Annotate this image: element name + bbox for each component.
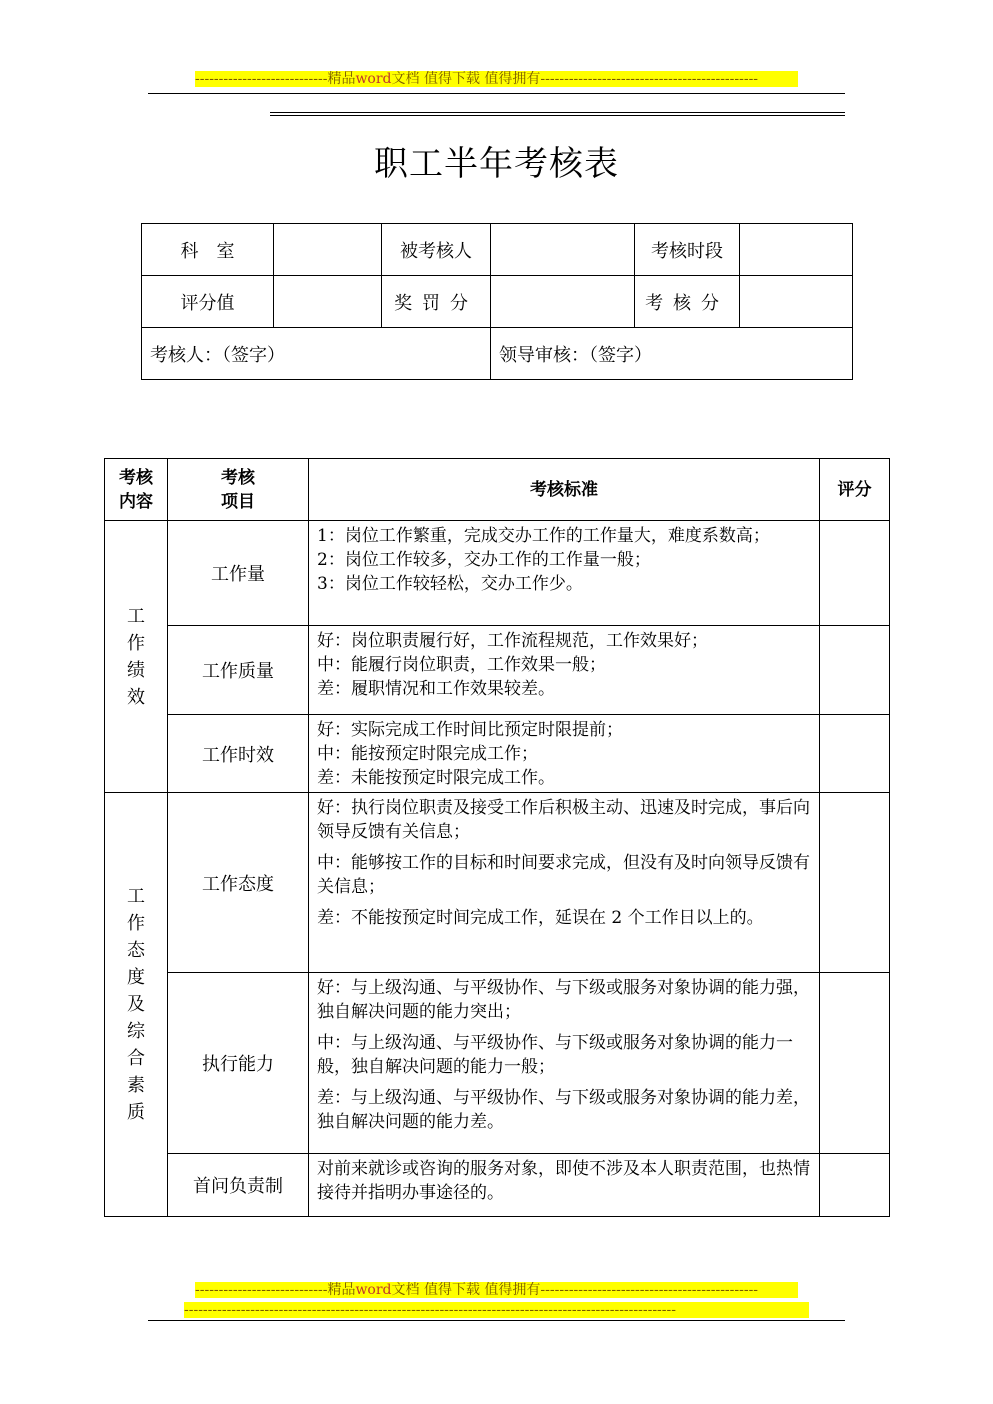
- info-table: [141, 223, 853, 380]
- standard-attitude: [309, 793, 820, 973]
- standard-line: 差：与上级沟通、与平级协作、与下级或服务对象协调的能力差，独自解决问题的能力差。: [317, 1088, 810, 1132]
- standard-line: 好：实际完成工作时间比预定时限提前；: [317, 720, 623, 740]
- score-label: 评分值: [142, 276, 274, 328]
- standard-line: 中：与上级沟通、与平级协作、与下级或服务对象协调的能力一般，独自解决问题的能力一般；: [317, 1033, 793, 1077]
- double-rule-top: [270, 112, 845, 113]
- category-char: 工: [127, 886, 145, 907]
- standard-line: 好：执行岗位职责及接受工作后积极主动、迅速及时完成，事后向领导反馈有关信息；: [317, 798, 810, 842]
- banner-suffix: 文档 值得下载 值得拥有----------------------------------------------: [391, 1282, 759, 1298]
- page-title: 职工半年考核表: [374, 144, 619, 184]
- standard-line: 1：岗位工作繁重，完成交办工作的工作量大，难度系数高；: [317, 526, 770, 546]
- category-char: 作: [127, 632, 145, 654]
- bonus-label: 奖罚分: [382, 276, 491, 328]
- header-item: [168, 459, 309, 521]
- final-label: 考核分: [635, 276, 740, 328]
- standard-line: 差：未能按预定时限完成工作。: [317, 768, 555, 788]
- category-char: 合: [127, 1048, 145, 1069]
- score-cell-first-inquiry[interactable]: [820, 1154, 890, 1217]
- item-attitude: 工作态度: [168, 793, 309, 973]
- score-cell-quality[interactable]: [820, 626, 890, 715]
- item-workload: 工作量: [168, 521, 309, 626]
- category-char: 工: [127, 605, 145, 627]
- period-value[interactable]: [740, 224, 853, 276]
- category-char: 综: [127, 1021, 145, 1042]
- assessment-table: [104, 458, 890, 1217]
- header-content: [105, 459, 168, 521]
- standard-line: 差：不能按预定时间完成工作，延误在 2 个工作日以上的。: [317, 908, 764, 928]
- standard-line: 好：岗位职责履行好，工作流程规范，工作效果好；: [317, 631, 708, 651]
- assessee-value[interactable]: [491, 224, 635, 276]
- period-label: 考核时段: [635, 224, 740, 276]
- standard-quality: [309, 626, 820, 715]
- footer-banner: [195, 1282, 798, 1298]
- footer-rule: [148, 1320, 845, 1321]
- banner-word: word: [355, 1282, 392, 1298]
- header-standard: 考核标准: [309, 459, 820, 521]
- category-char: 作: [127, 913, 145, 934]
- category-char: 度: [127, 967, 145, 988]
- standard-line: 对前来就诊或咨询的服务对象，即使不涉及本人职责范围，也热情接待并指明办事途径的。: [317, 1159, 810, 1203]
- standard-line: 2：岗位工作较多，交办工作的工作量一般；: [317, 550, 651, 570]
- category-char: 绩: [127, 659, 145, 681]
- standard-line: 中：能履行岗位职责，工作效果一般；: [317, 655, 606, 675]
- item-timeliness: 工作时效: [168, 715, 309, 793]
- header-banner: [195, 71, 798, 87]
- banner-word: word: [355, 71, 392, 87]
- footer-dash-line: --------------------------------------------------------------------------------------------------------: [184, 1302, 809, 1318]
- assessee-label: 被考核人: [382, 224, 491, 276]
- item-execution: 执行能力: [168, 973, 309, 1154]
- double-rule-bottom: [270, 115, 845, 116]
- standard-workload: [309, 521, 820, 626]
- standard-line: 差：履职情况和工作效果较差。: [317, 679, 555, 699]
- category-char: 质: [127, 1102, 145, 1123]
- score-cell-execution[interactable]: [820, 973, 890, 1154]
- header-content-line: 考核: [119, 467, 153, 488]
- leader-signature[interactable]: 领导审核：（签字）: [491, 328, 853, 380]
- header-item-line: 考核: [221, 467, 255, 488]
- header-item-line: 项目: [221, 491, 255, 512]
- dept-value[interactable]: [274, 224, 382, 276]
- final-value[interactable]: [740, 276, 853, 328]
- bonus-value[interactable]: [491, 276, 635, 328]
- item-first-inquiry: 首问负责制: [168, 1154, 309, 1217]
- dept-label: 科 室: [142, 224, 274, 276]
- standard-line: 3：岗位工作较轻松，交办工作少。: [317, 574, 583, 594]
- category-attitude-quality: [105, 793, 168, 1217]
- header-score: 评分: [820, 459, 890, 521]
- header-content-line: 内容: [119, 491, 153, 512]
- score-cell-attitude[interactable]: [820, 793, 890, 973]
- score-cell-timeliness[interactable]: [820, 715, 890, 793]
- header-rule: [148, 93, 845, 94]
- category-performance: [105, 521, 168, 793]
- banner-prefix: ----------------------------精品: [195, 1282, 356, 1298]
- standard-line: 中：能按预定时限完成工作；: [317, 744, 538, 764]
- category-char: 态: [127, 940, 145, 961]
- standard-first-inquiry: [309, 1154, 820, 1217]
- score-value[interactable]: [274, 276, 382, 328]
- standard-line: 中：能够按工作的目标和时间要求完成，但没有及时向领导反馈有关信息；: [317, 853, 810, 897]
- standard-timeliness: [309, 715, 820, 793]
- category-char: 素: [127, 1075, 145, 1096]
- standard-line: 好：与上级沟通、与平级协作、与下级或服务对象协调的能力强，独自解决问题的能力突出；: [317, 978, 810, 1022]
- banner-prefix: ----------------------------精品: [195, 71, 356, 87]
- category-char: 及: [127, 994, 145, 1015]
- assessor-signature[interactable]: 考核人：（签字）: [142, 328, 491, 380]
- banner-suffix: 文档 值得下载 值得拥有----------------------------------------------: [391, 71, 759, 87]
- item-quality: 工作质量: [168, 626, 309, 715]
- score-cell-workload[interactable]: [820, 521, 890, 626]
- category-char: 效: [127, 686, 145, 708]
- standard-execution: [309, 973, 820, 1154]
